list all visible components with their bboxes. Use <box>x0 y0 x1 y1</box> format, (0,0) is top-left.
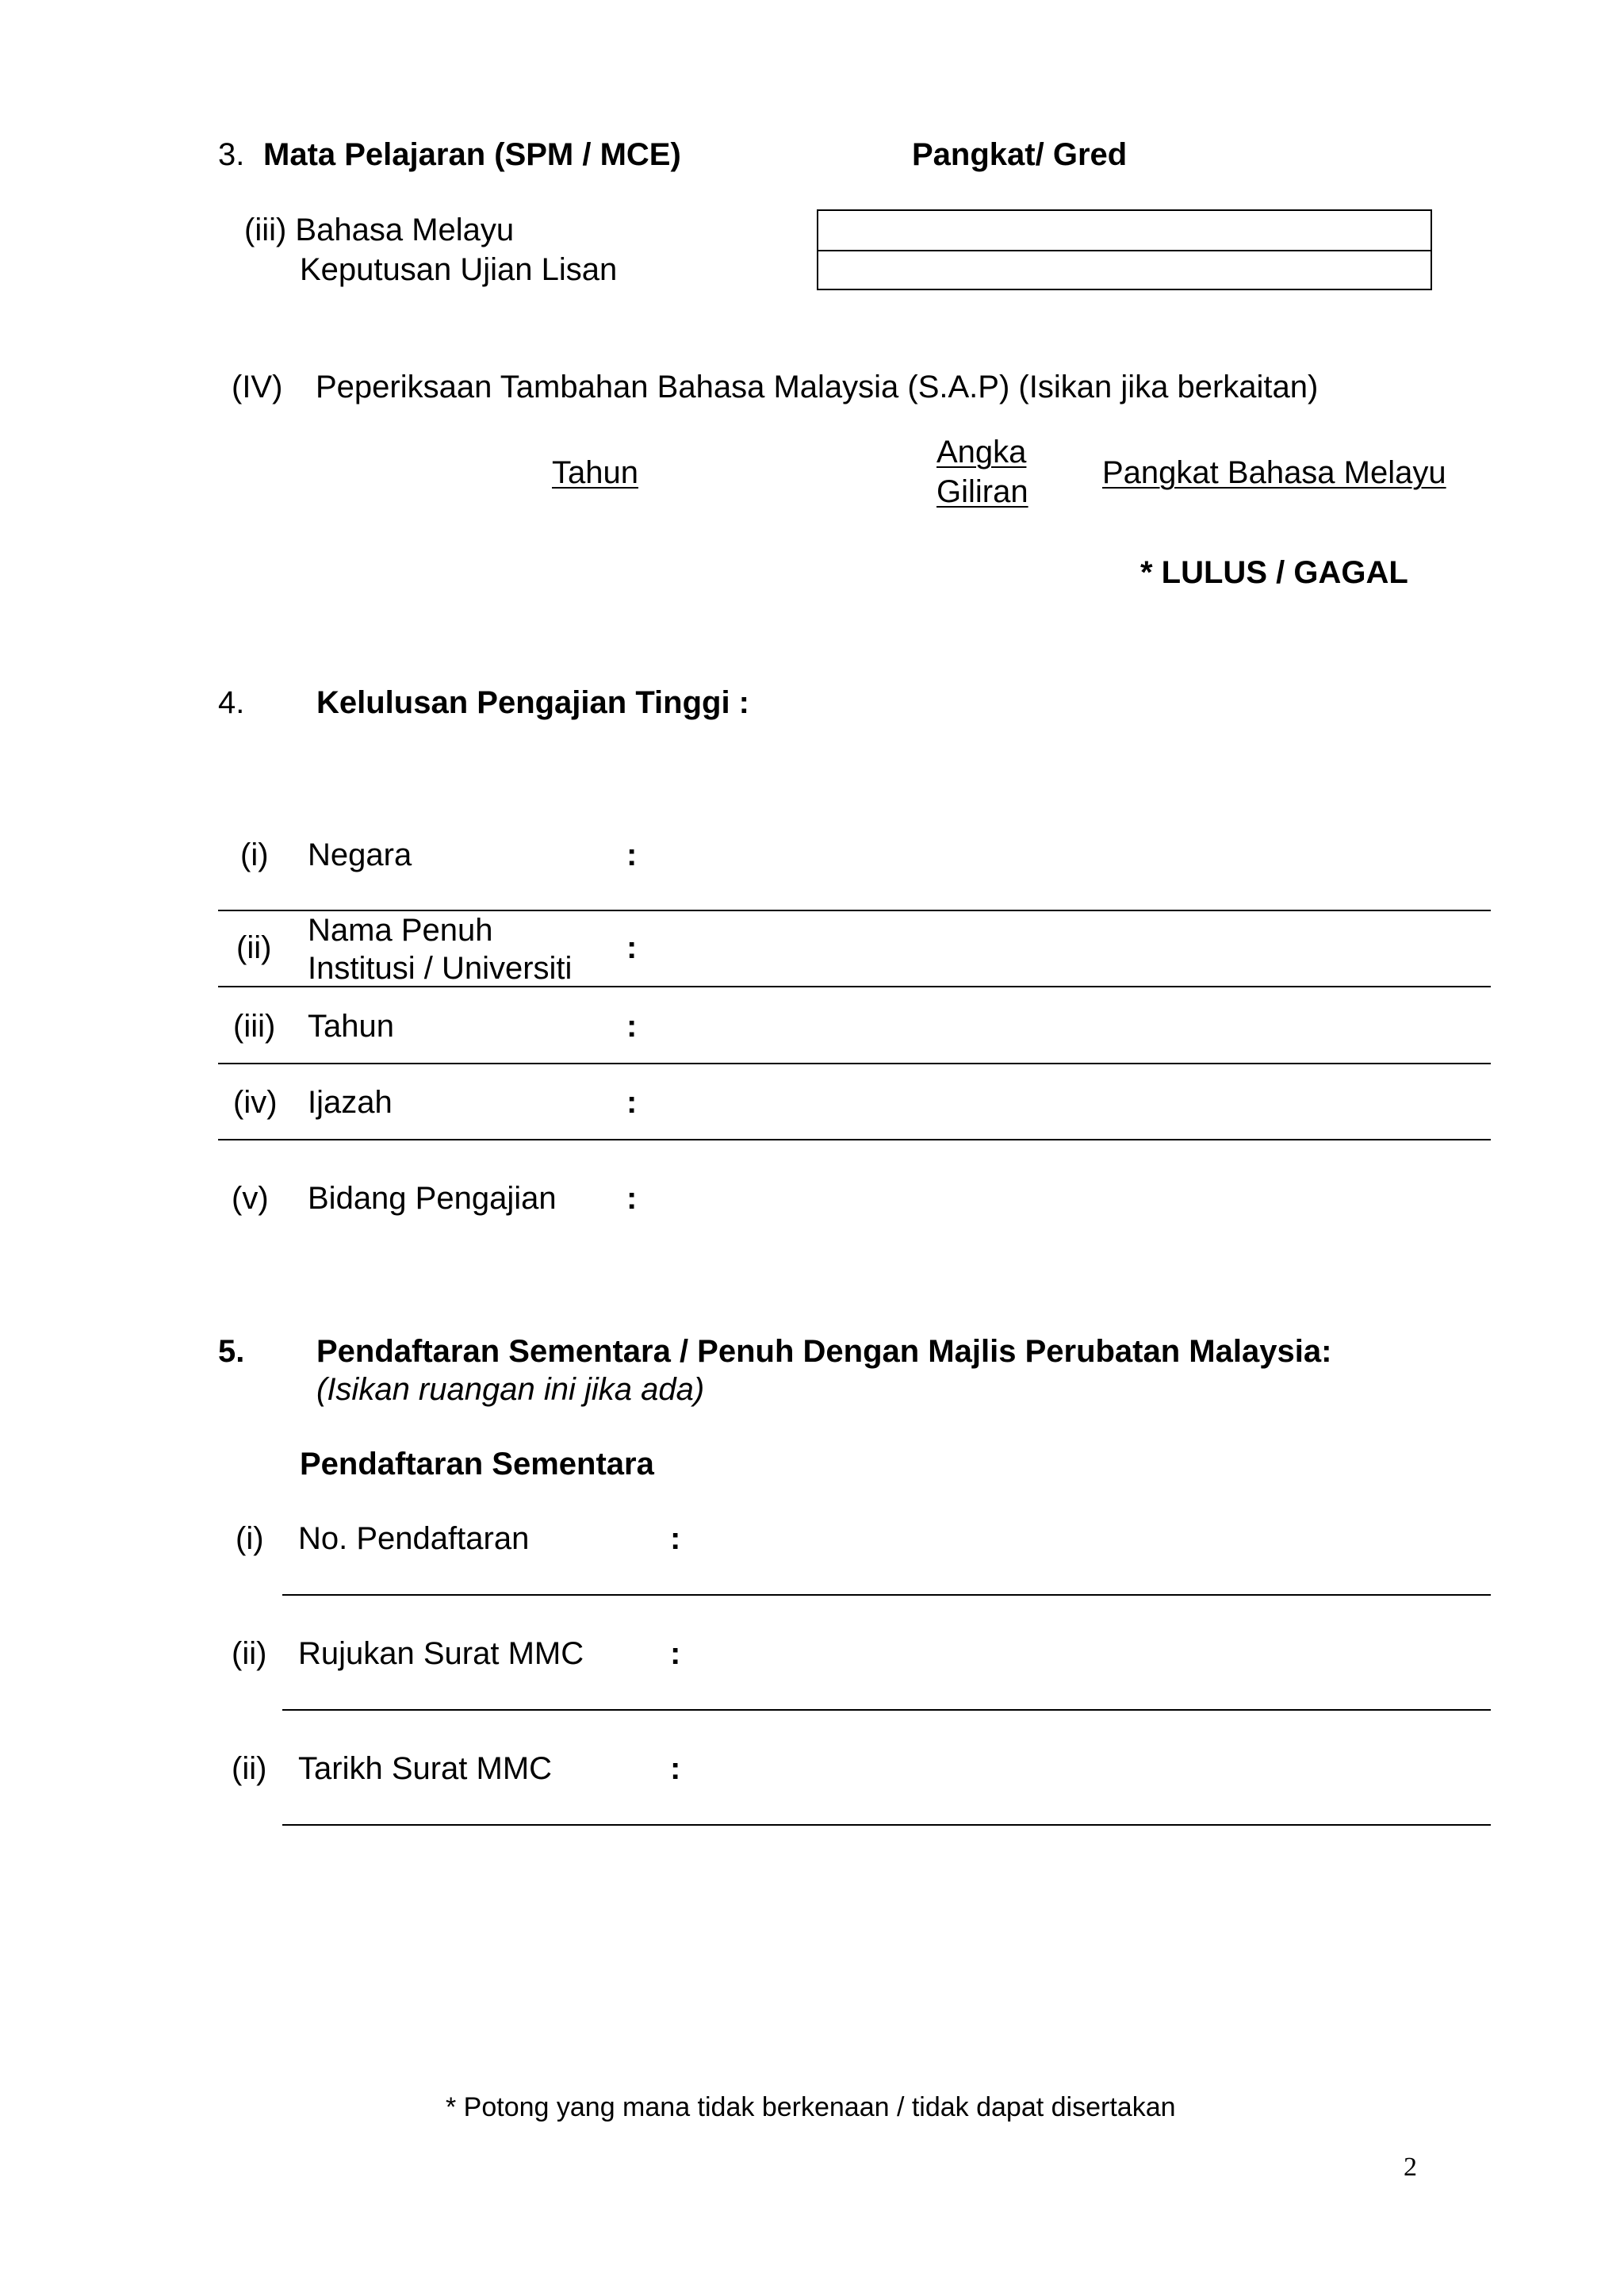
bidang-pengajian-colon: : <box>626 1181 638 1216</box>
row-number: (ii) <box>236 930 272 965</box>
section3-number: 3. <box>218 137 245 172</box>
section4-heading: Kelulusan Pengajian Tinggi : <box>316 685 749 720</box>
row-number: (iii) <box>233 1009 276 1044</box>
institusi-colon: : <box>626 930 638 965</box>
row-number: (i) <box>236 1521 264 1556</box>
no-pendaftaran-label: No. Pendaftaran <box>298 1521 530 1556</box>
column-angka-line1: Angka <box>936 435 1027 470</box>
lulus-gagal-options: * LULUS / GAGAL <box>1140 555 1408 590</box>
institusi-label-line2: Institusi / Universiti <box>308 951 573 986</box>
grade-heading: Pangkat/ Gred <box>912 137 1128 172</box>
row-number: (ii) <box>232 1751 267 1786</box>
page-number: 2 <box>1404 2152 1417 2182</box>
item-iv-text: Peperiksaan Tambahan Bahasa Malaysia (S.A.P) (Isikan jika berkaitan) <box>316 370 1319 404</box>
row-number: (ii) <box>232 1636 267 1671</box>
grade-input-box[interactable] <box>817 209 1432 290</box>
item-iv-number: (IV) <box>232 370 283 404</box>
bahasa-melayu-label: (iii) Bahasa Melayu <box>244 213 515 247</box>
institusi-label-line1: Nama Penuh <box>308 913 493 948</box>
tarikh-surat-colon: : <box>670 1751 681 1786</box>
no-pendaftaran-colon: : <box>670 1521 681 1556</box>
ijazah-label: Ijazah <box>308 1085 393 1120</box>
footer-note: * Potong yang mana tidak berkenaan / tidak dapat disertakan <box>446 2092 1176 2122</box>
column-pangkat-bm: Pangkat Bahasa Melayu <box>1102 455 1446 490</box>
ujian-lisan-label: Keputusan Ujian Lisan <box>300 252 618 287</box>
section5-note: (Isikan ruangan ini jika ada) <box>316 1372 705 1407</box>
section5-number: 5. <box>218 1334 245 1369</box>
tahun-label: Tahun <box>308 1009 394 1044</box>
tahun-answer-line[interactable] <box>218 1063 1491 1064</box>
row-number: (v) <box>232 1181 269 1216</box>
column-angka-line2: Giliran <box>936 474 1028 509</box>
negara-label: Negara <box>308 838 412 872</box>
no-pendaftaran-answer-line[interactable] <box>282 1594 1491 1596</box>
tahun-colon: : <box>626 1009 638 1044</box>
institusi-answer-line[interactable] <box>218 986 1491 987</box>
negara-answer-line[interactable] <box>218 910 1491 911</box>
negara-colon: : <box>626 838 638 872</box>
rujukan-surat-label: Rujukan Surat MMC <box>298 1636 584 1671</box>
column-tahun: Tahun <box>552 455 638 490</box>
ijazah-colon: : <box>626 1085 638 1120</box>
row-number: (i) <box>240 838 269 872</box>
row-number: (iv) <box>233 1085 278 1120</box>
bidang-pengajian-label: Bidang Pengajian <box>308 1181 557 1216</box>
ijazah-answer-line[interactable] <box>218 1139 1491 1140</box>
rujukan-surat-colon: : <box>670 1636 681 1671</box>
tarikh-surat-label: Tarikh Surat MMC <box>298 1751 553 1786</box>
pendaftaran-sementara-heading: Pendaftaran Sementara <box>300 1447 654 1481</box>
section5-heading: Pendaftaran Sementara / Penuh Dengan Majlis Perubatan Malaysia: <box>316 1334 1332 1369</box>
tarikh-surat-answer-line[interactable] <box>282 1824 1491 1826</box>
section4-number: 4. <box>218 685 245 720</box>
grade-box-divider <box>818 250 1431 251</box>
section3-heading: Mata Pelajaran (SPM / MCE) <box>263 137 681 172</box>
rujukan-surat-answer-line[interactable] <box>282 1709 1491 1711</box>
